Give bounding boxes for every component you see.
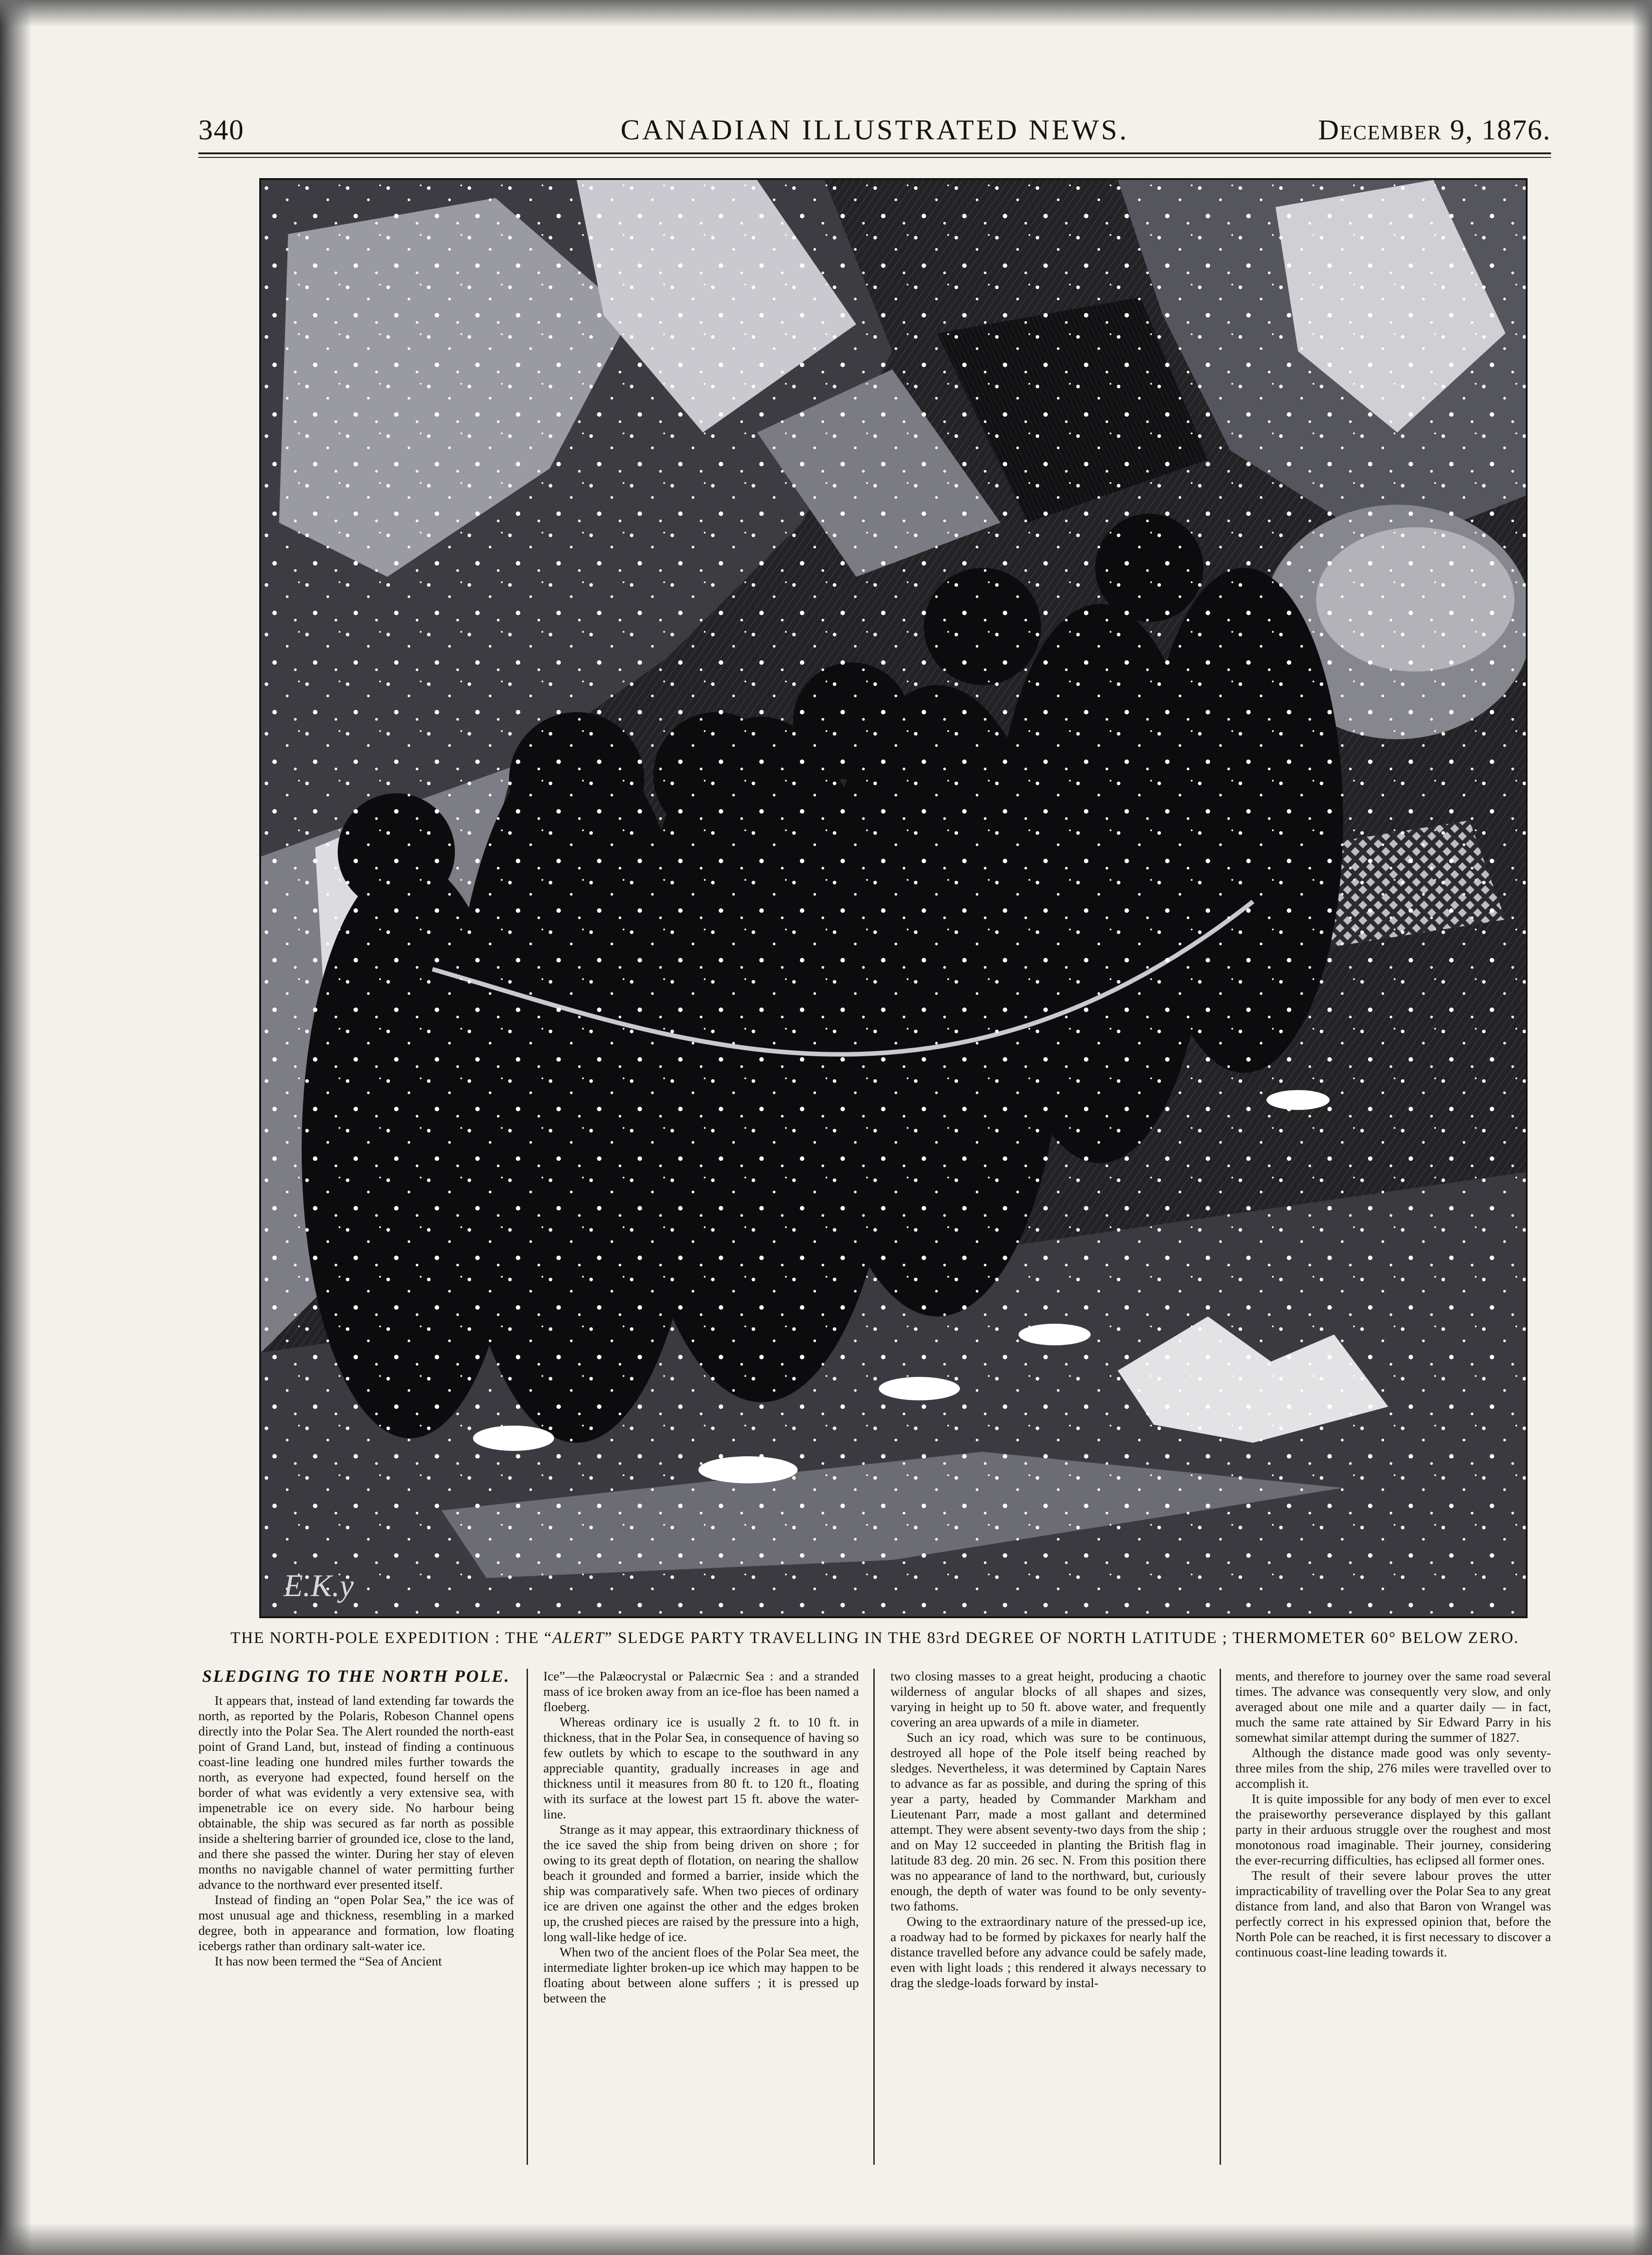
- artist-signature: E.K.y: [284, 1569, 354, 1603]
- paragraph: It has now been termed the “Sea of Ancient: [215, 1954, 442, 1969]
- paragraph: It is quite impossible for any body of men ever to excel the praiseworthy perseverance displayed by this gallant party in their arduous struggle over the roughest and most monotonous road imaginable. Their journey, considering the ever-recurring difficulties, has eclipsed all former ones.: [1235, 1792, 1551, 1868]
- caption-prefix: THE NORTH-POLE EXPEDITION : THE “: [230, 1629, 553, 1647]
- paragraph: two closing masses to a great height, producing a chaotic wilderness of angular blocks of all shapes and sizes, varying in height up to 50 ft. above water, and frequently covering an area upwards of a mile in diameter.: [890, 1669, 1206, 1730]
- article-title: SLEDGING TO THE NORTH POLE.: [202, 1667, 510, 1686]
- illustration-caption: [198, 1628, 1551, 1647]
- issue-date: December 9, 1876.: [1318, 114, 1551, 146]
- paragraph: When two of the ancient floes of the Polar Sea meet, the intermediate lighter broken-up ice which may happen to be floating about between alone suffers ; it is pressed up between the: [543, 1945, 859, 2006]
- article-column-2: [543, 1669, 859, 2174]
- paragraph: Instead of finding an “open Polar Sea,” the ice was of most unusual age and thickness, resembling in a marked degree, both in appearance and formation, low floating icebergs rather than ordinary salt-water ice.: [198, 1893, 514, 1953]
- article-column-4: [1235, 1669, 1551, 2174]
- page-header: [198, 112, 1551, 148]
- paragraph: Although the distance made good was only seventy-three miles from the ship, 276 miles were travelled over to accomplish it.: [1235, 1746, 1551, 1791]
- paragraph: Ice”—the Palæocrystal or Palæcrnic Sea : and a stranded mass of ice broken away from an ice-floe has been named a floeberg.: [543, 1669, 859, 1714]
- article-columns: [198, 1669, 1551, 2174]
- header-rule-thin: [198, 157, 1551, 158]
- scan-edge-top: [0, 0, 1652, 27]
- paragraph: Such an icy road, which was sure to be continuous, destroyed all hope of the Pole itself being reached by sledges. Nevertheless, it was determined by Captain Nares to advance as far as possible, and during the spring of this year a party, headed by Commander Markham and Lieutenant Parr, made a most gallant and determined attempt. They were absent seventy-two days from the ship ; and on May 12 succeeded in planting the British flag in latitude 83 deg. 20 min. 26 sec. N. From this position there was no appearance of land to the northward, but, curiously enough, the depth of water was found to be only seventy-two fathoms.: [890, 1730, 1206, 1914]
- falling-snow: [261, 180, 1526, 1616]
- paragraph: Whereas ordinary ice is usually 2 ft. to 10 ft. in thickness, that in the Polar Sea, in consequence of having so few outlets by which to escape to the southward in any appreciable quantity, gradually increases in age and thickness until it measures from 80 ft. to 120 ft., floating with its surface at the lowest part 15 ft. above the water-line.: [543, 1715, 859, 1822]
- page-number: 340: [198, 114, 244, 146]
- scan-edge-right: [1632, 0, 1652, 2255]
- scan-edge-left: [0, 0, 32, 2255]
- column-divider: [527, 1669, 528, 2165]
- paragraph: It appears that, instead of land extending far towards the north, as reported by the Polaris, Robeson Channel opens directly into the Polar Sea. The Alert rounded the north-east point of Grand Land, but, instead of finding a continuous coast-line leading one hundred miles further towards the north, as everyone had expected, found herself on the border of what was evidently a very extensive sea, with impenetrable ice on every side. No harbour being obtainable, the ship was secured as far north as possible inside a sheltering barrier of grounded ice, close to the land, and there she passed the winter. During her stay of eleven months no navigable channel of water permitting further advance to the northward ever presented itself.: [198, 1694, 514, 1892]
- masthead-title: CANADIAN ILLUSTRATED NEWS.: [620, 114, 1129, 146]
- paragraph: ments, and therefore to journey over the same road several times. The advance was consequently very slow, and only averaged about one mile and a quarter daily — in fact, much the same rate attained by Sir Edward Parry in his somewhat similar attempt during the summer of 1827.: [1235, 1669, 1551, 1745]
- column-divider: [873, 1669, 875, 2165]
- engraving-illustration: [259, 178, 1528, 1618]
- column-divider: [1220, 1669, 1221, 2165]
- paragraph: The result of their severe labour proves the utter impracticability of travelling over the Polar Sea to any great distance from land, and also that Baron von Wrangel was perfectly correct in his expressed opinion that, before the North Pole can be reached, it is first necessary to discover a continuous coast-line leading towards it.: [1235, 1868, 1551, 1960]
- header-rule: [198, 152, 1551, 154]
- paragraph: Strange as it may appear, this extraordinary thickness of the ice saved the ship from being driven on shore ; for owing to its great depth of flotation, on nearing the shallow beach it grounded and formed a barrier, inside which the ship was comparatively safe. When two pieces of ordinary ice are driven one against the other and the edges broken up, the crushed pieces are raised by the pressure into a high, long wall-like hedge of ice.: [543, 1822, 859, 1944]
- caption-suffix: ” SLEDGE PARTY TRAVELLING IN THE 83rd DEGREE OF NORTH LATITUDE ; THERMOMETER 60° BELOW ZERO.: [605, 1629, 1519, 1647]
- engraving-svg: [261, 180, 1526, 1616]
- article-column-3: [890, 1669, 1206, 2174]
- article-column-1: [198, 1669, 514, 2174]
- paragraph: Owing to the extraordinary nature of the pressed-up ice, a roadway had to be formed by pickaxes for nearly half the distance travelled before any advance could be safely made, even with light loads ; this rendered it always necessary to drag the sledge-loads forward by instal-: [890, 1914, 1206, 1990]
- scan-edge-bottom: [0, 2223, 1652, 2255]
- caption-ship-name: ALERT: [552, 1629, 605, 1647]
